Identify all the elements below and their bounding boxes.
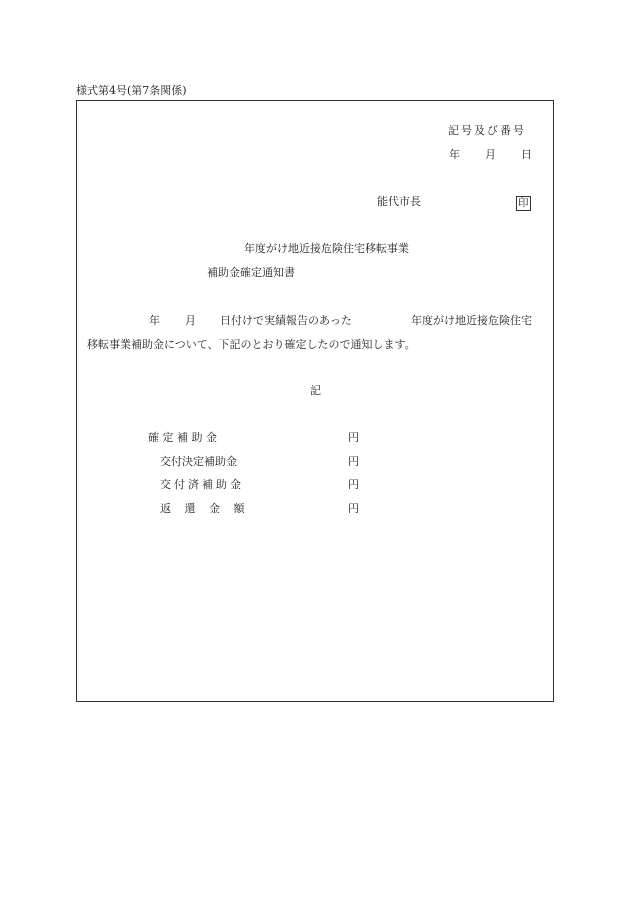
amount-label-paid: 交付済補助金 (160, 478, 244, 491)
body-line-2: 移転事業補助金について、下記のとおり確定したので通知します。 (87, 338, 416, 351)
amount-unit-decided: 円 (348, 455, 359, 468)
body-date-phrase: 日付けで実績報告のあった (220, 314, 352, 327)
document-frame (76, 100, 554, 702)
amount-label-decided: 交付決定補助金 (160, 455, 237, 468)
amount-unit-confirmed: 円 (348, 431, 359, 444)
ki-heading: 記 (310, 384, 321, 397)
seal-mark (516, 193, 531, 211)
amount-label-refund: 返 還 金 額 (160, 502, 250, 515)
body-year-label: 年 (149, 314, 160, 327)
body-month-label: 月 (185, 314, 196, 327)
body-project-tail: 年度がけ地近接危険住宅 (411, 314, 532, 327)
amount-label-confirmed: 確 定 補 助 金 (148, 431, 217, 444)
form-number-label: 様式第4号(第7条関係) (76, 84, 187, 97)
date-month-label: 月 (485, 148, 496, 161)
title-line-1: 年度がけ地近接危険住宅移転事業 (244, 242, 409, 255)
date-year-label: 年 (449, 148, 460, 161)
seal-label: 印 (518, 197, 529, 209)
amount-unit-refund: 円 (348, 502, 359, 515)
date-day-label: 日 (521, 148, 532, 161)
document-number-label: 記号及び番号 (448, 124, 526, 137)
issuer-title: 能代市長 (377, 195, 421, 208)
title-line-2: 補助金確定通知書 (207, 266, 295, 279)
amount-unit-paid: 円 (348, 478, 359, 491)
